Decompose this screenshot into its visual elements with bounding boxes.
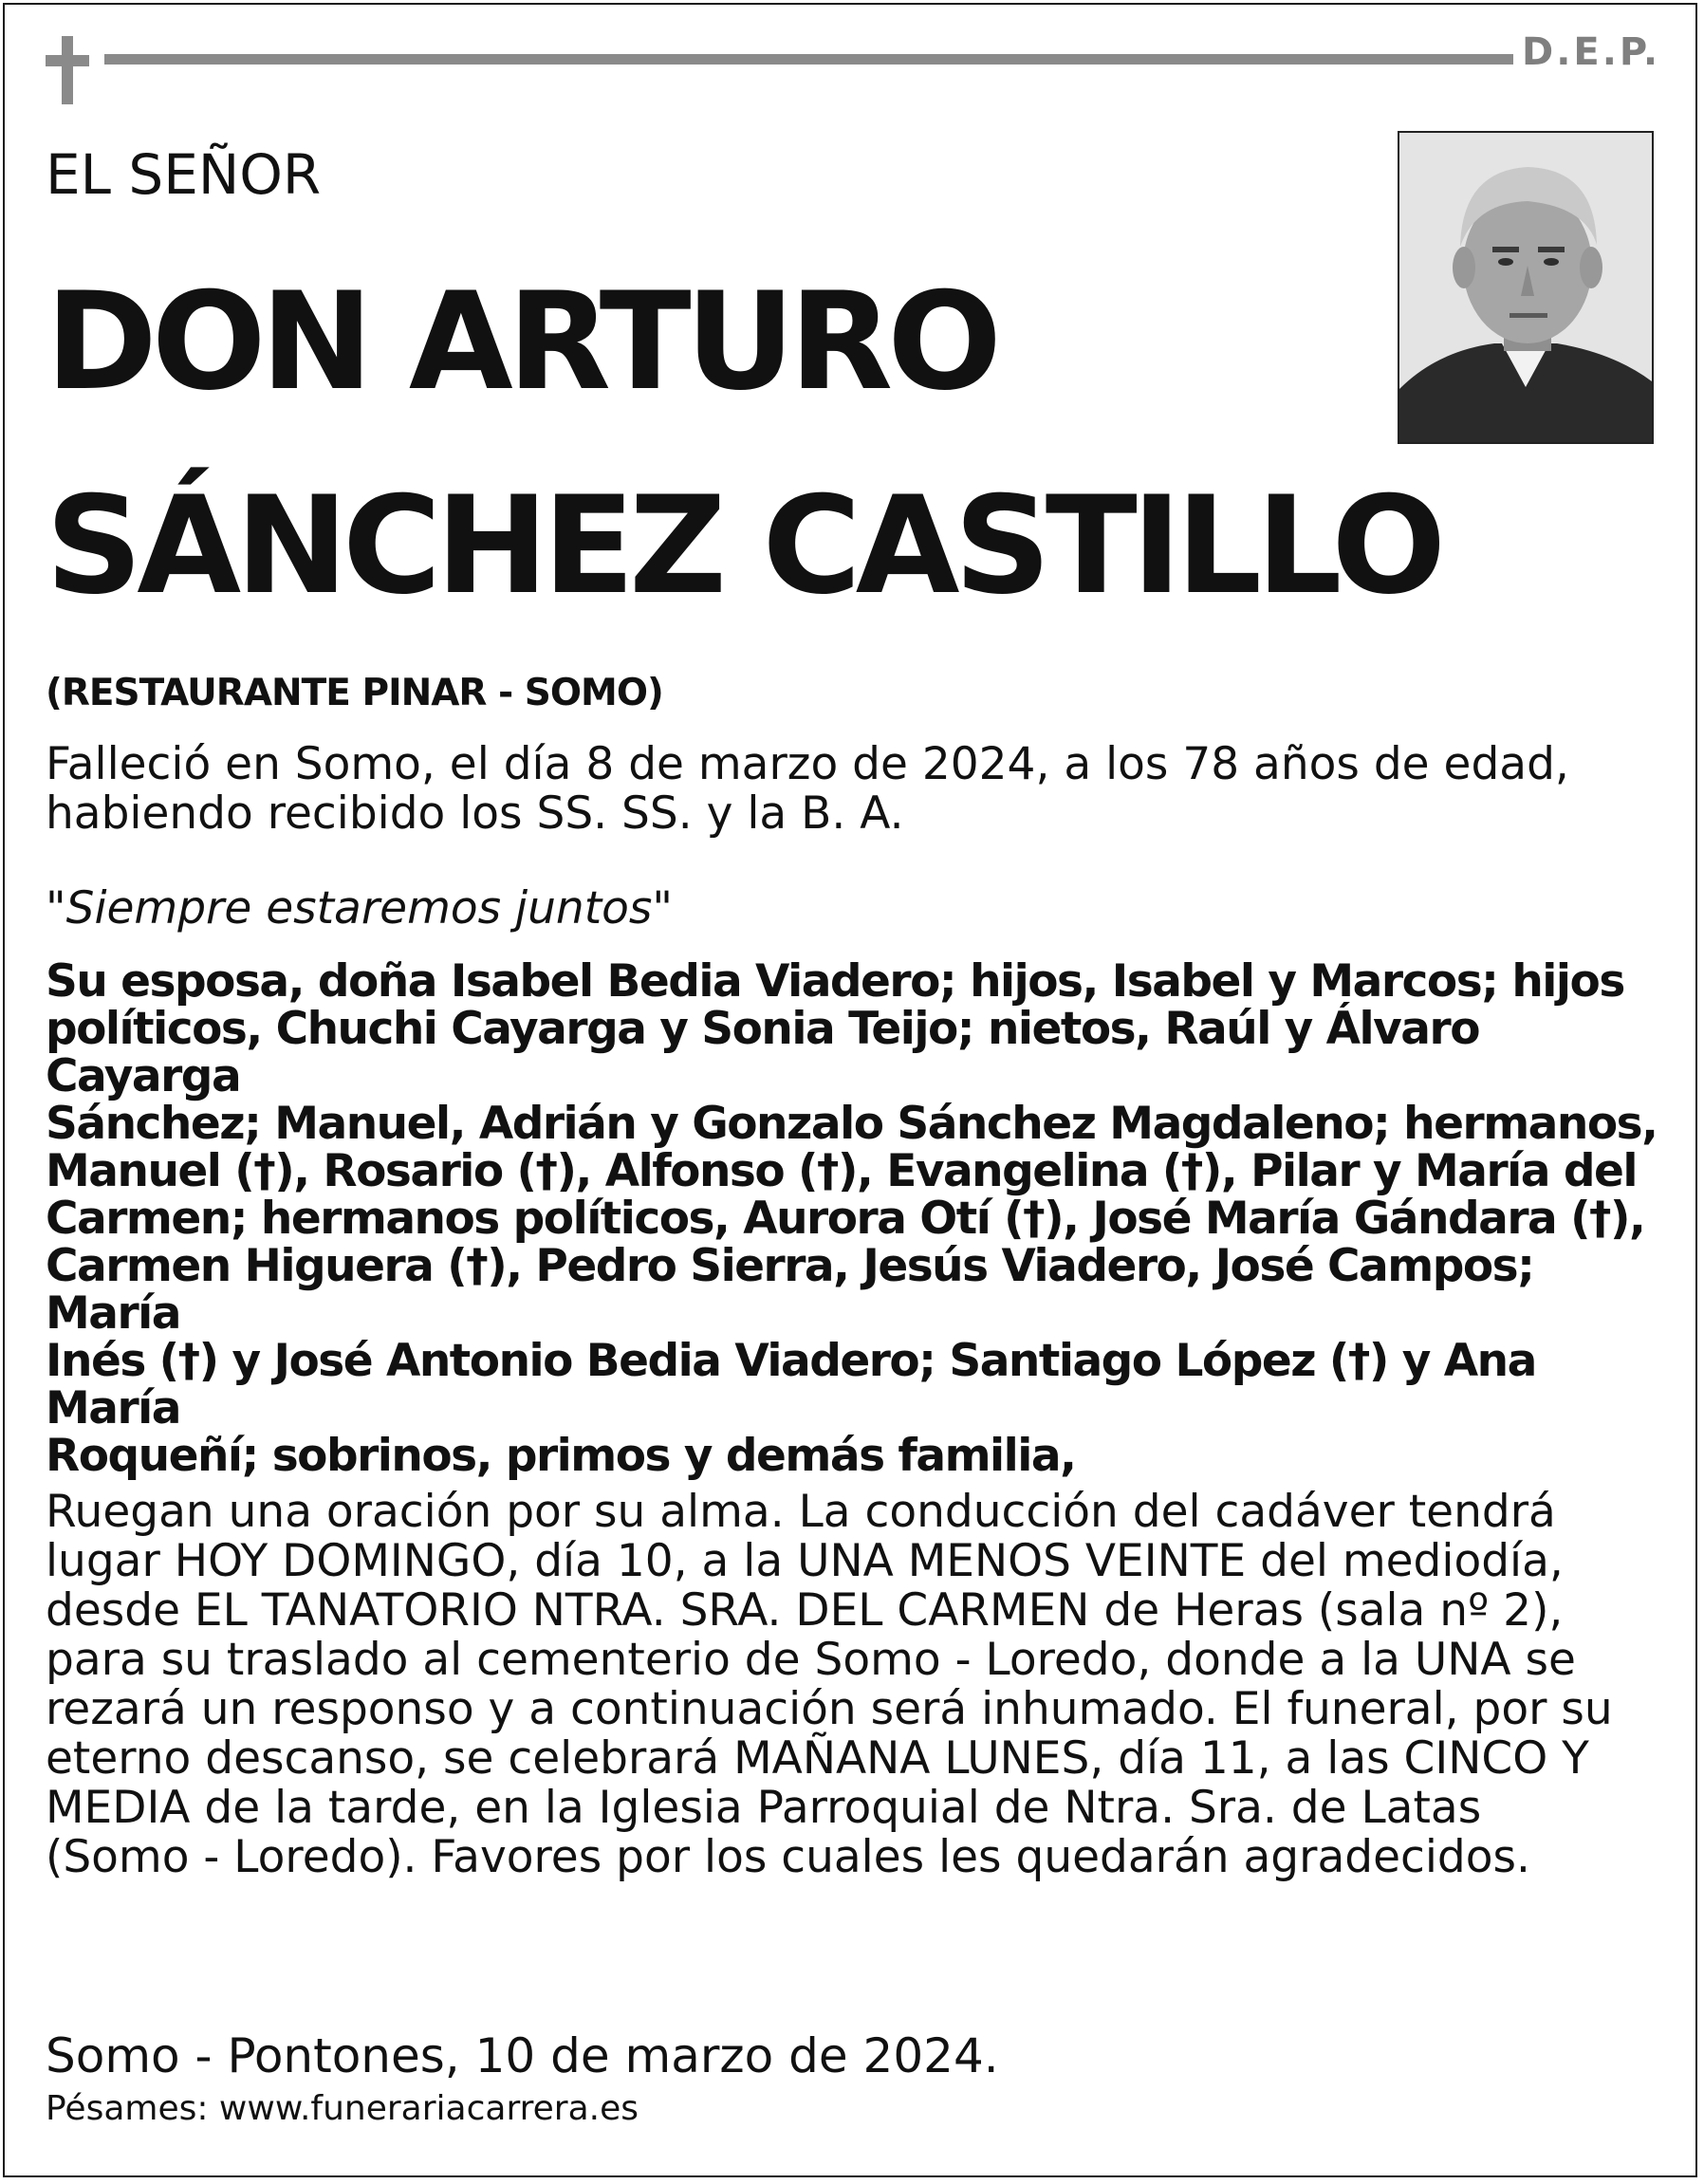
condolences-link: Pésames: www.funerariacarrera.es <box>46 2089 639 2128</box>
place-date: Somo - Pontones, 10 de marzo de 2024. <box>46 2028 999 2083</box>
dep-label: D.E.P. <box>1522 30 1661 74</box>
family-line: Sánchez; Manuel, Adrián y Gonzalo Sánchez Magdaleno; hermanos, <box>46 1098 1658 1150</box>
family-line: Carmen Higuera (†), Pedro Sierra, Jesús Viadero, José Campos; María <box>46 1240 1534 1340</box>
ceremony-details <box>46 1488 1658 1882</box>
ceremony-line: eterno descanso, se celebrará MAÑANA LUNES, día 11, a las CINCO Y <box>46 1732 1589 1785</box>
ceremony-line: rezará un responso y a continuación será inhumado. El funeral, por su <box>46 1683 1613 1735</box>
deceased-name-line2: SÁNCHEZ CASTILLO <box>46 468 1441 624</box>
family-line: Roqueñí; sobrinos, primos y demás familia, <box>46 1430 1076 1482</box>
ceremony-line: para su traslado al cementerio de Somo - Loredo, donde a la UNA se <box>46 1634 1576 1686</box>
cross-icon <box>46 36 89 104</box>
deceased-name-line1: DON ARTURO <box>46 264 996 420</box>
death-line: habiendo recibido los SS. SS. y la B. A. <box>46 787 904 840</box>
portrait-photo <box>1398 131 1654 444</box>
family-line: Carmen; hermanos políticos, Aurora Otí (†), José María Gándara (†), <box>46 1193 1645 1245</box>
business-subtitle: (RESTAURANTE PINAR - SOMO) <box>46 672 663 714</box>
death-notice <box>46 740 1658 839</box>
memorial-quote: "Siempre estaremos juntos" <box>46 882 673 935</box>
ceremony-line: lugar HOY DOMINGO, día 10, a la UNA MENOS VEINTE del mediodía, <box>46 1535 1564 1587</box>
ceremony-line: (Somo - Loredo). Favores por los cuales les quedarán agradecidos. <box>46 1831 1530 1883</box>
ceremony-line: Ruegan una oración por su alma. La conducción del cadáver tendrá <box>46 1486 1556 1538</box>
family-line: Inés (†) y José Antonio Bedia Viadero; Santiago López (†) y Ana María <box>46 1335 1536 1434</box>
header-rule <box>104 54 1513 65</box>
family-line: Manuel (†), Rosario (†), Alfonso (†), Evangelina (†), Pilar y María del <box>46 1145 1637 1197</box>
ceremony-line: desde EL TANATORIO NTRA. SRA. DEL CARMEN de Heras (sala nº 2), <box>46 1584 1564 1637</box>
ceremony-line: MEDIA de la tarde, en la Iglesia Parroquial de Ntra. Sra. de Latas <box>46 1782 1482 1834</box>
title-prefix: EL SEÑOR <box>46 142 322 207</box>
family-line: Su esposa, doña Isabel Bedia Viadero; hijos, Isabel y Marcos; hijos <box>46 955 1624 1008</box>
family-line: políticos, Chuchi Cayarga y Sonia Teijo; nietos, Raúl y Álvaro Cayarga <box>46 1003 1479 1102</box>
family-list <box>46 955 1658 1482</box>
death-line: Falleció en Somo, el día 8 de marzo de 2024, a los 78 años de edad, <box>46 738 1569 790</box>
